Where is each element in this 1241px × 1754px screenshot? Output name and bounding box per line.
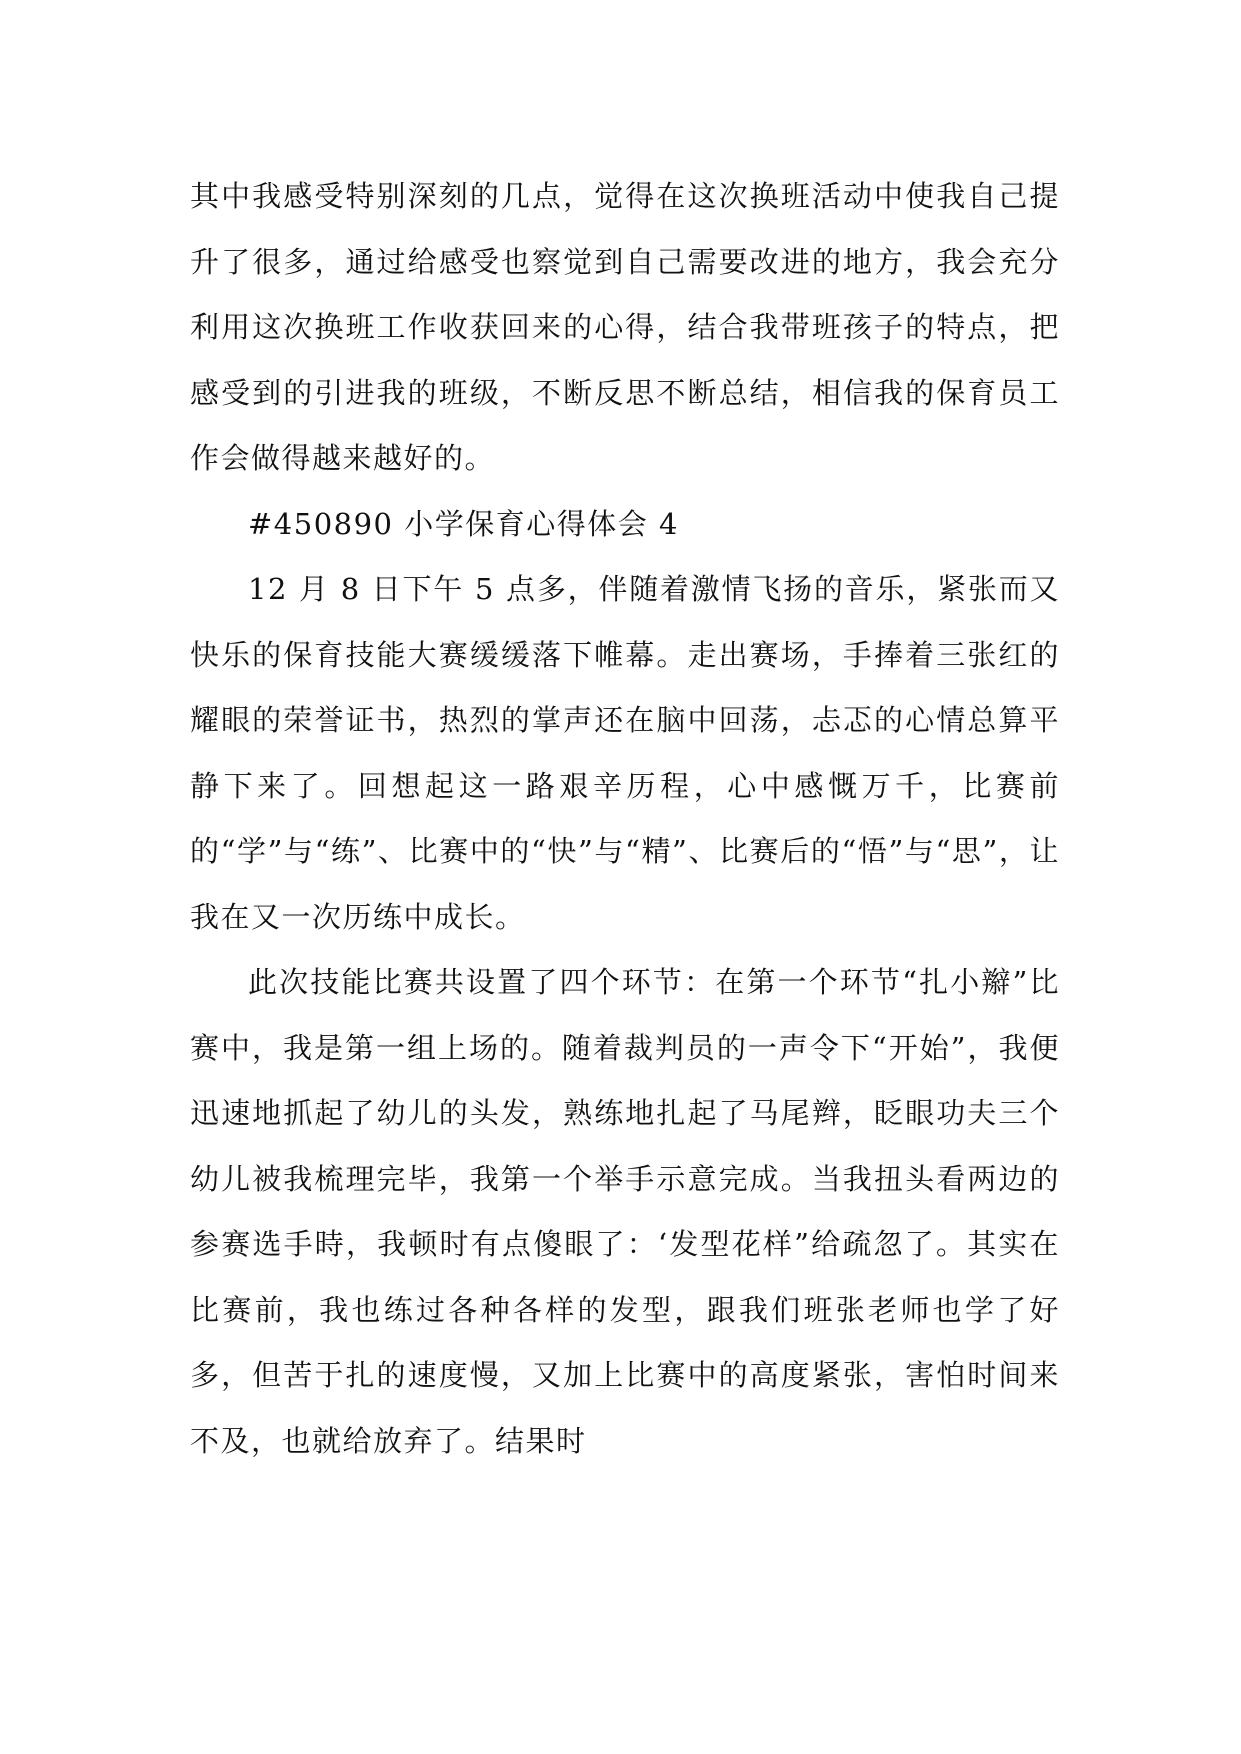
paragraph-first-round: 此次技能比赛共设置了四个环节：在第一个环节“扎小辮”比赛中，我是第一组上场的。随着裁判员的一声令下“开始”，我便迅速地抓起了幼儿的头发，熟练地扎起了马尾辫，眨眼功夫三个幼儿被我梳理完毕，我第一个举手示意完成。当我扭头看两边的参赛选手時，我顿时有点傻眼了：‘发型花样”给疏忽了。其实在比赛前，我也练过各种各样的发型，跟我们班张老师也学了好多，但苦于扎的速度慢，又加上比赛中的高度紧张，害怕时间来不及，也就给放弃了。结果时 — [190, 965, 1060, 1458]
paragraph-competition-intro: 12 月 8 日下午 5 点多，伴随着激情飞扬的音乐，紧张而又快乐的保育技能大赛缓缓落下帷幕。走出赛场，手捧着三张红的耀眼的荣誉证书，热烈的掌声还在脑中回荡，忐忑的心情总算平静下来了。回想起这一路艰辛历程，心中感慨万千，比赛前的“学”与“练”、比赛中的“快”与“精”、比赛后的“悟”与“思”，让我在又一次历练中成长。 — [190, 572, 1060, 934]
section-heading: #450890 小学保育心得体会 4 — [248, 506, 679, 541]
document-body — [190, 164, 1060, 1474]
paragraph-reflection-end: 其中我感受特别深刻的几点，觉得在这次换班活动中使我自己提升了很多，通过给感受也察觉到自己需要改进的地方，我会充分利用这次换班工作收获回来的心得，结合我带班孩子的特点，把感受到的引进我的班级，不断反思不断总结，相信我的保育员工作会做得越来越好的。 — [190, 179, 1060, 475]
